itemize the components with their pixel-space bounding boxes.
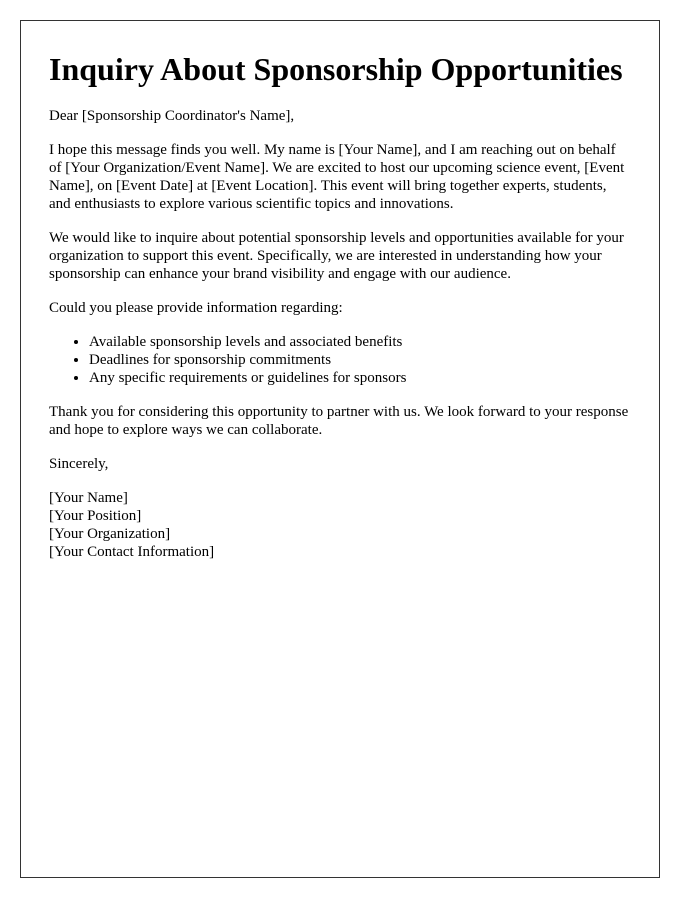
intro-paragraph: I hope this message finds you well. My name is [Your Name], and I am reaching out on behalf of [Your Organization/Event Name]. We are excited to host our upcoming science event, [Event Name], on [Event Date] at [Event Location]. This event will bring together experts, students, and enthusiasts to explore various scientific topics and innovations. — [49, 142, 625, 212]
signature-contact: [Your Contact Information] — [49, 544, 215, 560]
request-paragraph: Could you please provide information regarding: — [49, 300, 343, 316]
closing: Sincerely, — [49, 456, 109, 472]
request-list — [49, 333, 631, 387]
inquiry-paragraph: We would like to inquire about potential sponsorship levels and opportunities available for your organization to support this event. Specifically, we are interested in understanding how your sponsorship can enhance your brand visibility and engage with our audience. — [49, 230, 624, 282]
thanks-paragraph: Thank you for considering this opportunity to partner with us. We look forward to your response and hope to explore ways we can collaborate. — [49, 404, 629, 438]
signature-organization: [Your Organization] — [49, 526, 171, 542]
signature-block — [49, 489, 631, 561]
letter-page — [20, 20, 660, 878]
salutation: Dear [Sponsorship Coordinator's Name], — [49, 108, 295, 124]
signature-position: [Your Position] — [49, 508, 142, 524]
letter-title: Inquiry About Sponsorship Opportunities — [49, 51, 623, 87]
list-item: • Any specific requirements or guidelines for sponsors — [89, 369, 631, 387]
list-item: • Deadlines for sponsorship commitments — [89, 351, 631, 369]
list-item: • Available sponsorship levels and associated benefits — [89, 333, 631, 351]
signature-name: [Your Name] — [49, 490, 128, 506]
